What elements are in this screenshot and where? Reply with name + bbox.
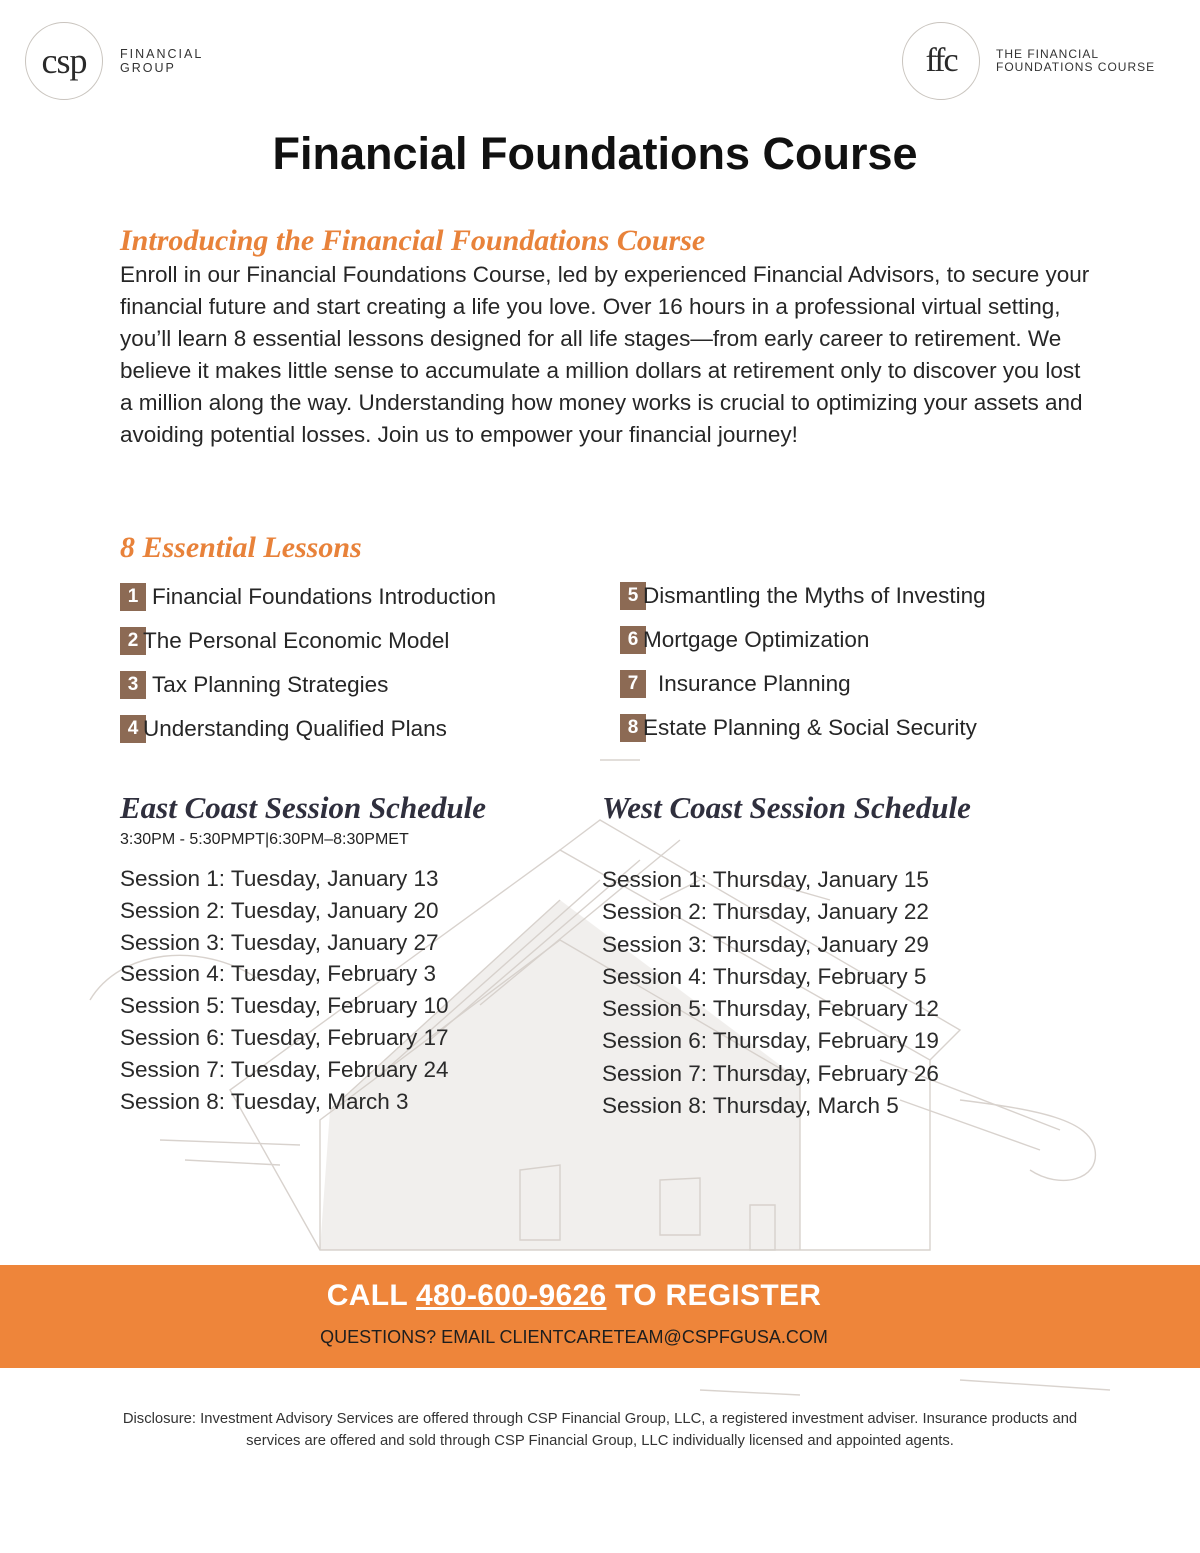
- lesson-number-badge: 5: [620, 582, 646, 610]
- lesson-item: [620, 713, 977, 743]
- lesson-item: [120, 626, 449, 656]
- session-item: Session 7: Thursday, February 26: [602, 1060, 939, 1086]
- ffc-logo-mark: ffc: [902, 22, 980, 100]
- lesson-item: [120, 582, 496, 612]
- register-callout: CALL 480-600-9626 TO REGISTER: [326, 1279, 822, 1312]
- session-item: Session 3: Thursday, January 29: [602, 931, 929, 957]
- disclosure-text: Disclosure: Investment Advisory Services are offered through CSP Financial Group, LLC, a registered investment adviser. Insurance products and services are offered and sold through CSP Financial Group, LLC individually licensed and appointed agents.: [122, 1411, 1078, 1449]
- session-item: Session 6: Tuesday, February 17: [120, 1024, 449, 1050]
- page-title: Financial Foundations Course: [272, 128, 918, 179]
- csp-logo-text: FINANCIAL GROUP: [120, 47, 204, 75]
- east-schedule-time: 3:30PM - 5:30PMPT|6:30PM–8:30PMET: [120, 831, 409, 848]
- lesson-item: [120, 714, 447, 744]
- lesson-number-badge: 4: [120, 715, 146, 743]
- session-item: Session 1: Tuesday, January 13: [120, 866, 439, 891]
- lessons-heading: 8 Essential Lessons: [120, 531, 362, 564]
- session-item: Session 4: Thursday, February 5: [602, 963, 927, 989]
- session-item: Session 1: Thursday, January 15: [602, 867, 929, 892]
- lesson-number-badge: 6: [620, 626, 646, 654]
- west-schedule-heading: West Coast Session Schedule: [602, 790, 971, 825]
- lesson-item: [120, 670, 388, 700]
- lesson-label: Dismantling the Myths of Investing: [643, 583, 986, 608]
- lesson-number-badge: 8: [620, 714, 646, 742]
- session-item: Session 5: Tuesday, February 10: [120, 993, 449, 1019]
- ffc-logo: [902, 22, 1155, 100]
- lesson-label: Mortgage Optimization: [643, 627, 870, 652]
- session-item: Session 3: Tuesday, January 27: [120, 929, 439, 955]
- session-item: Session 2: Thursday, January 22: [602, 899, 929, 925]
- lesson-number-badge: 7: [620, 670, 646, 698]
- csp-logo: [25, 22, 203, 100]
- lesson-label: The Personal Economic Model: [143, 628, 450, 653]
- session-item: Session 4: Tuesday, February 3: [120, 961, 436, 987]
- lesson-label: Financial Foundations Introduction: [152, 584, 496, 609]
- session-item: Session 6: Thursday, February 19: [602, 1028, 939, 1054]
- east-schedule-heading: East Coast Session Schedule: [120, 790, 487, 825]
- intro-heading: Introducing the Financial Foundations Course: [120, 224, 706, 257]
- session-item: Session 5: Thursday, February 12: [602, 996, 939, 1022]
- session-item: Session 8: Tuesday, March 3: [120, 1088, 409, 1114]
- east-session-list: [120, 863, 449, 1117]
- csp-logo-mark: csp: [25, 22, 103, 100]
- register-banner: [0, 1265, 1200, 1368]
- intro-body: Enroll in our Financial Foundations Course, led by experienced Financial Advisors, to secure your financial future and start creating a life you love. Over 16 hours in a professional virtual setting, you’ll learn 8 essential lessons designed for all life stages—from early career to retirement. We believe it makes little sense to accumulate a million dollars at retirement only to discover you lost a million along the way. Understanding how money works is crucial to optimizing your assets and avoiding potential losses. Join us to empower your financial journey!: [120, 262, 1090, 447]
- lesson-number-badge: 3: [120, 671, 146, 699]
- lesson-label: Estate Planning & Social Security: [643, 715, 977, 740]
- lesson-number-badge: 1: [120, 583, 146, 611]
- west-session-list: [602, 864, 939, 1122]
- session-item: Session 2: Tuesday, January 20: [120, 897, 439, 923]
- lesson-item: [620, 581, 986, 611]
- phone-link[interactable]: 480-600-9626: [416, 1279, 607, 1312]
- lesson-label: Understanding Qualified Plans: [143, 716, 447, 741]
- questions-email[interactable]: QUESTIONS? EMAIL CLIENTCARETEAM@CSPFGUSA.COM: [320, 1327, 828, 1347]
- session-item: Session 8: Thursday, March 5: [602, 1093, 899, 1119]
- lesson-item: [620, 625, 869, 655]
- lesson-label: Tax Planning Strategies: [152, 672, 389, 697]
- ffc-logo-text: THE FINANCIAL FOUNDATIONS COURSE: [996, 47, 1156, 74]
- lesson-label: Insurance Planning: [658, 671, 851, 696]
- lesson-number-badge: 2: [120, 627, 146, 655]
- lesson-item: [620, 669, 851, 699]
- session-item: Session 7: Tuesday, February 24: [120, 1056, 449, 1082]
